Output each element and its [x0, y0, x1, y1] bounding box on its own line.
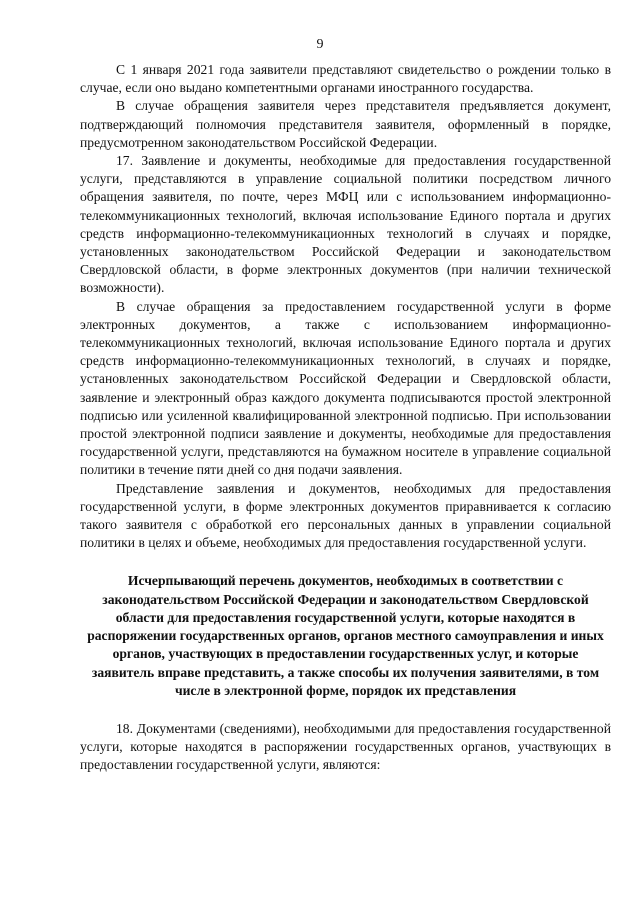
section-spacer	[80, 700, 611, 720]
paragraph-electronic-signature: В случае обращения за предоставлением государственной услуги в форме электронных документов, а также с использованием информационно-телекоммуникационных технологий, включая использование Единого портала и других средств информационно-телекоммуникационных технологий, в случаях и порядке, установленных законодательством Российской Федерации и Свердловской области, заявление и электронный образ каждого документа подписываются простой электронной подписью или усиленной квалифицированной электронной подписью. При использовании простой электронной подписи заявление и документы, необходимые для предоставления государственной услуги, представляются на бумажном носителе в управление социальной политики в течение пяти дней со дня подачи заявления.	[80, 298, 611, 478]
paragraph-birth-certificate: С 1 января 2021 года заявители представляют свидетельство о рождении только в случае, если оно выдано компетентными органами иностранного государства.	[80, 62, 611, 96]
paragraph-item-17: 17. Заявление и документы, необходимые для предоставления государственной услуги, представляются в управление социальной политики посредством личного обращения заявителя, по почте, через МФЦ или с использованием информационно-телекоммуникационных технологий, включая использование Единого портала и других средств информационно-телекоммуникационных технологий в случаях и порядке, установленных законодательством Российской Федерации и законодательством Свердловской области, в форме электронных документов (при наличии технической возможности).	[80, 153, 611, 296]
paragraph-item-18: 18. Документами (сведениями), необходимыми для предоставления государственной услуги, которые находятся в распоряжении государственных органов, участвующих в предоставлении государственной услуги, являются:	[80, 720, 611, 773]
document-body	[80, 61, 611, 775]
paragraph-representative: В случае обращения заявителя через представителя предъявляется документ, подтверждающий полномочия представителя заявителя, оформленный в порядке, предусмотренном законодательством Российской Федерации.	[80, 98, 611, 150]
page-number: 9	[316, 37, 324, 52]
paragraph-personal-data-consent: Представление заявления и документов, необходимых для предоставления государственной услуги, в форме электронных документов приравнивается к согласию такого заявителя с обработкой его персональных данных в управлении социальной политики в целях и объеме, необходимых для предоставления государственной услуги.	[80, 480, 611, 551]
section-heading: Исчерпывающий перечень документов, необходимых в соответствии с законодательством Российской Федерации и законодательством Свердловской области для предоставления государственной услуги, которые находятся в распоряжении государственных органов, органов местного самоуправления и иных органов, участвующих в предоставлении государственных услуг, и которые заявитель вправе представить, а также способы их получения заявителями, в том числе в электронной форме, порядок их представления	[87, 573, 604, 698]
